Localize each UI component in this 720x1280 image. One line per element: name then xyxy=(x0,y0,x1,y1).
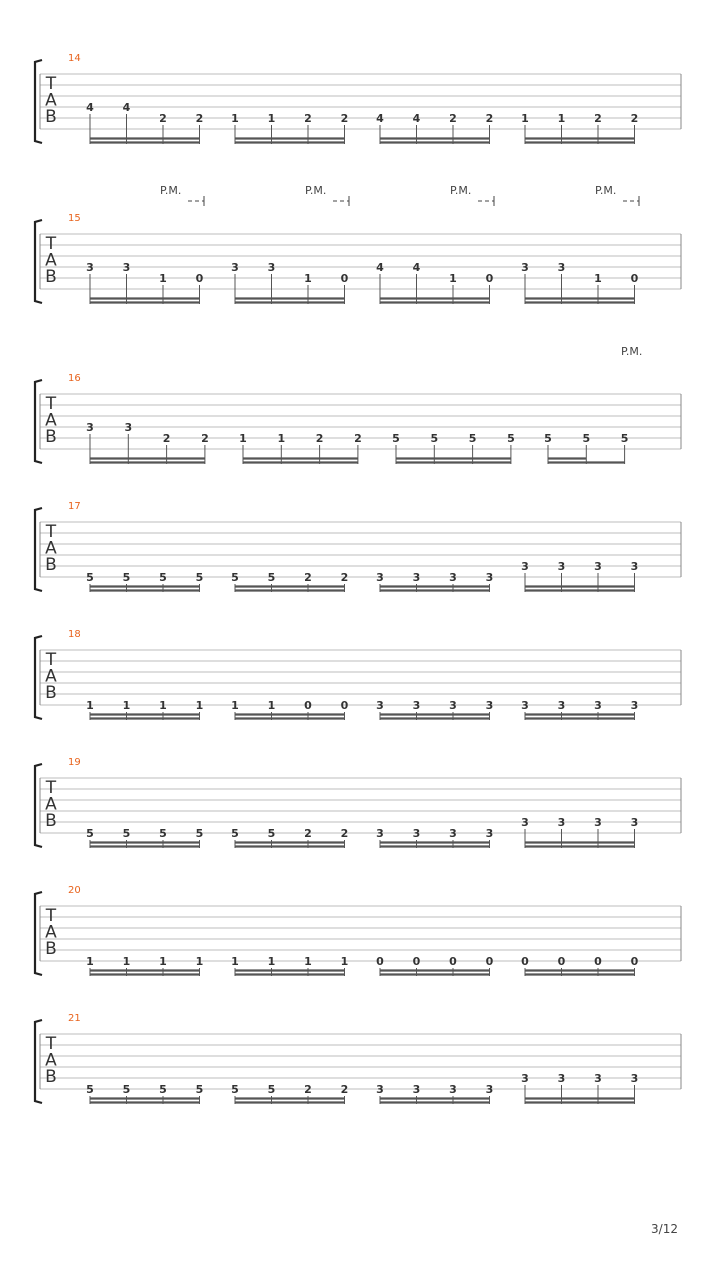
fret-number: 3 xyxy=(521,560,529,573)
bar-number: 15 xyxy=(68,213,81,224)
fret-number: 5 xyxy=(122,1083,131,1096)
fret-number: 3 xyxy=(630,1072,639,1085)
system-bracket xyxy=(35,220,42,303)
fret-number: 3 xyxy=(521,261,529,274)
fret-number: 3 xyxy=(412,827,421,840)
bar-number: 21 xyxy=(68,1013,81,1024)
tab-clef-letter: T xyxy=(45,650,57,670)
system-bracket xyxy=(35,764,42,847)
fret-number: 3 xyxy=(594,1072,602,1085)
fret-number: 5 xyxy=(267,1083,276,1096)
fret-number: 2 xyxy=(304,112,312,125)
fret-number: 1 xyxy=(304,272,312,285)
fret-number: 3 xyxy=(485,699,494,712)
fret-number: 5 xyxy=(195,827,204,840)
fret-number: 1 xyxy=(521,112,529,125)
fret-number: 1 xyxy=(340,955,349,968)
fret-number: 1 xyxy=(159,272,167,285)
fret-number: 2 xyxy=(340,827,349,840)
tab-clef-letter: B xyxy=(45,683,57,703)
fret-number: 0 xyxy=(630,955,639,968)
palm-mute-label: P.M. xyxy=(160,184,182,197)
fret-number: 1 xyxy=(195,955,204,968)
bar-number: 14 xyxy=(68,53,81,64)
fret-number: 3 xyxy=(630,816,639,829)
fret-number: 1 xyxy=(86,699,94,712)
fret-number: 2 xyxy=(304,1083,312,1096)
fret-number: 3 xyxy=(594,560,602,573)
fret-number: 3 xyxy=(485,571,494,584)
tab-clef-letter: B xyxy=(45,1067,57,1087)
system-bracket xyxy=(35,508,42,591)
fret-number: 2 xyxy=(340,571,349,584)
fret-number: 1 xyxy=(231,699,239,712)
palm-mute-label: P.M. xyxy=(305,184,327,197)
fret-number: 3 xyxy=(521,816,529,829)
tab-clef-letter: B xyxy=(45,939,57,959)
system-bracket xyxy=(35,1020,42,1103)
fret-number: 3 xyxy=(412,571,421,584)
fret-number: 0 xyxy=(340,272,349,285)
fret-number: 2 xyxy=(315,432,324,445)
fret-number: 0 xyxy=(449,955,457,968)
fret-number: 3 xyxy=(376,571,384,584)
page-number: 3/12 xyxy=(651,1222,678,1236)
fret-number: 3 xyxy=(449,1083,457,1096)
tab-clef-letter: B xyxy=(45,267,57,287)
fret-number: 5 xyxy=(620,432,629,445)
tab-clef-letter: A xyxy=(45,538,57,559)
fret-number: 1 xyxy=(231,112,239,125)
tab-clef-letter: B xyxy=(45,555,57,575)
system-bracket xyxy=(35,60,42,143)
fret-number: 2 xyxy=(195,112,204,125)
fret-number: 0 xyxy=(485,955,494,968)
tab-clef-letter: T xyxy=(45,394,57,414)
fret-number: 3 xyxy=(376,827,384,840)
bar-number: 16 xyxy=(68,373,81,384)
fret-number: 1 xyxy=(594,272,602,285)
fret-number: 3 xyxy=(557,1072,566,1085)
fret-number: 2 xyxy=(485,112,494,125)
fret-number: 3 xyxy=(485,827,494,840)
tab-clef-letter: T xyxy=(45,778,57,798)
palm-mute-label: P.M. xyxy=(595,184,617,197)
fret-number: 5 xyxy=(195,1083,204,1096)
fret-number: 1 xyxy=(122,699,131,712)
fret-number: 3 xyxy=(557,560,566,573)
fret-number: 0 xyxy=(195,272,204,285)
tab-clef-letter: T xyxy=(45,906,57,926)
fret-number: 1 xyxy=(159,699,167,712)
fret-number: 2 xyxy=(354,432,362,445)
bar-number: 19 xyxy=(68,757,81,768)
fret-number: 0 xyxy=(521,955,529,968)
fret-number: 0 xyxy=(304,699,312,712)
fret-number: 5 xyxy=(86,571,94,584)
fret-number: 1 xyxy=(159,955,167,968)
fret-number: 0 xyxy=(557,955,566,968)
fret-number: 5 xyxy=(159,827,167,840)
fret-number: 3 xyxy=(630,560,639,573)
fret-number: 1 xyxy=(86,955,94,968)
fret-number: 3 xyxy=(521,1072,529,1085)
fret-number: 1 xyxy=(449,272,457,285)
fret-number: 5 xyxy=(195,571,204,584)
fret-number: 4 xyxy=(412,112,421,125)
fret-number: 4 xyxy=(376,112,384,125)
fret-number: 5 xyxy=(582,432,591,445)
fret-number: 3 xyxy=(231,261,239,274)
fret-number: 1 xyxy=(195,699,204,712)
fret-number: 3 xyxy=(594,816,602,829)
fret-number: 3 xyxy=(449,699,457,712)
system-bracket xyxy=(35,636,42,719)
fret-number: 4 xyxy=(412,261,421,274)
fret-number: 5 xyxy=(430,432,439,445)
tab-clef-letter: T xyxy=(45,74,57,94)
fret-number: 5 xyxy=(231,827,239,840)
fret-number: 5 xyxy=(267,827,276,840)
fret-number: 5 xyxy=(159,571,167,584)
fret-number: 3 xyxy=(86,421,94,434)
fret-number: 1 xyxy=(267,955,276,968)
fret-number: 5 xyxy=(392,432,400,445)
fret-number: 1 xyxy=(122,955,131,968)
bar-number: 17 xyxy=(68,501,81,512)
fret-number: 5 xyxy=(544,432,552,445)
fret-number: 1 xyxy=(277,432,286,445)
fret-number: 2 xyxy=(449,112,457,125)
fret-number: 2 xyxy=(594,112,602,125)
tab-clef-letter: B xyxy=(45,811,57,831)
fret-number: 3 xyxy=(267,261,276,274)
fret-number: 2 xyxy=(201,432,209,445)
fret-number: 4 xyxy=(122,101,131,114)
fret-number: 0 xyxy=(340,699,349,712)
fret-number: 2 xyxy=(162,432,171,445)
fret-number: 3 xyxy=(376,699,384,712)
fret-number: 3 xyxy=(122,261,131,274)
tab-clef-letter: A xyxy=(45,90,57,111)
fret-number: 4 xyxy=(86,101,94,114)
system-bracket xyxy=(35,892,42,975)
fret-number: 3 xyxy=(485,1083,494,1096)
fret-number: 2 xyxy=(304,827,312,840)
fret-number: 1 xyxy=(267,112,276,125)
fret-number: 0 xyxy=(412,955,421,968)
fret-number: 5 xyxy=(159,1083,167,1096)
fret-number: 3 xyxy=(557,816,566,829)
fret-number: 5 xyxy=(86,1083,94,1096)
fret-number: 5 xyxy=(231,1083,239,1096)
tab-clef-letter: T xyxy=(45,1034,57,1054)
fret-number: 5 xyxy=(86,827,94,840)
tab-clef-letter: A xyxy=(45,410,57,431)
fret-number: 1 xyxy=(231,955,239,968)
bar-number: 20 xyxy=(68,885,81,896)
bar-number: 18 xyxy=(68,629,81,640)
fret-number: 5 xyxy=(507,432,515,445)
system-bracket xyxy=(35,380,42,463)
tab-clef-letter: A xyxy=(45,666,57,687)
tab-clef-letter: A xyxy=(45,922,57,943)
palm-mute-label: P.M. xyxy=(450,184,472,197)
fret-number: 1 xyxy=(239,432,247,445)
fret-number: 3 xyxy=(86,261,94,274)
fret-number: 3 xyxy=(412,1083,421,1096)
fret-number: 3 xyxy=(124,421,133,434)
fret-number: 5 xyxy=(231,571,239,584)
tab-clef-letter: B xyxy=(45,107,57,127)
fret-number: 1 xyxy=(267,699,276,712)
fret-number: 5 xyxy=(468,432,477,445)
fret-number: 2 xyxy=(304,571,312,584)
fret-number: 3 xyxy=(557,699,566,712)
tab-clef-letter: T xyxy=(45,522,57,542)
fret-number: 3 xyxy=(521,699,529,712)
fret-number: 2 xyxy=(340,112,349,125)
tab-clef-letter: B xyxy=(45,427,57,447)
fret-number: 5 xyxy=(122,827,131,840)
tab-clef-letter: A xyxy=(45,250,57,271)
fret-number: 0 xyxy=(485,272,494,285)
fret-number: 1 xyxy=(557,112,566,125)
fret-number: 3 xyxy=(449,571,457,584)
fret-number: 3 xyxy=(449,827,457,840)
fret-number: 5 xyxy=(122,571,131,584)
fret-number: 4 xyxy=(376,261,384,274)
tab-clef-letter: A xyxy=(45,1050,57,1071)
fret-number: 2 xyxy=(159,112,167,125)
fret-number: 3 xyxy=(557,261,566,274)
tab-clef-letter: T xyxy=(45,234,57,254)
tab-clef-letter: A xyxy=(45,794,57,815)
fret-number: 0 xyxy=(376,955,384,968)
fret-number: 5 xyxy=(267,571,276,584)
palm-mute-label: P.M. xyxy=(621,345,643,358)
fret-number: 3 xyxy=(412,699,421,712)
fret-number: 2 xyxy=(630,112,639,125)
fret-number: 0 xyxy=(594,955,602,968)
fret-number: 3 xyxy=(376,1083,384,1096)
fret-number: 2 xyxy=(340,1083,349,1096)
fret-number: 3 xyxy=(594,699,602,712)
fret-number: 1 xyxy=(304,955,312,968)
fret-number: 0 xyxy=(630,272,639,285)
fret-number: 3 xyxy=(630,699,639,712)
